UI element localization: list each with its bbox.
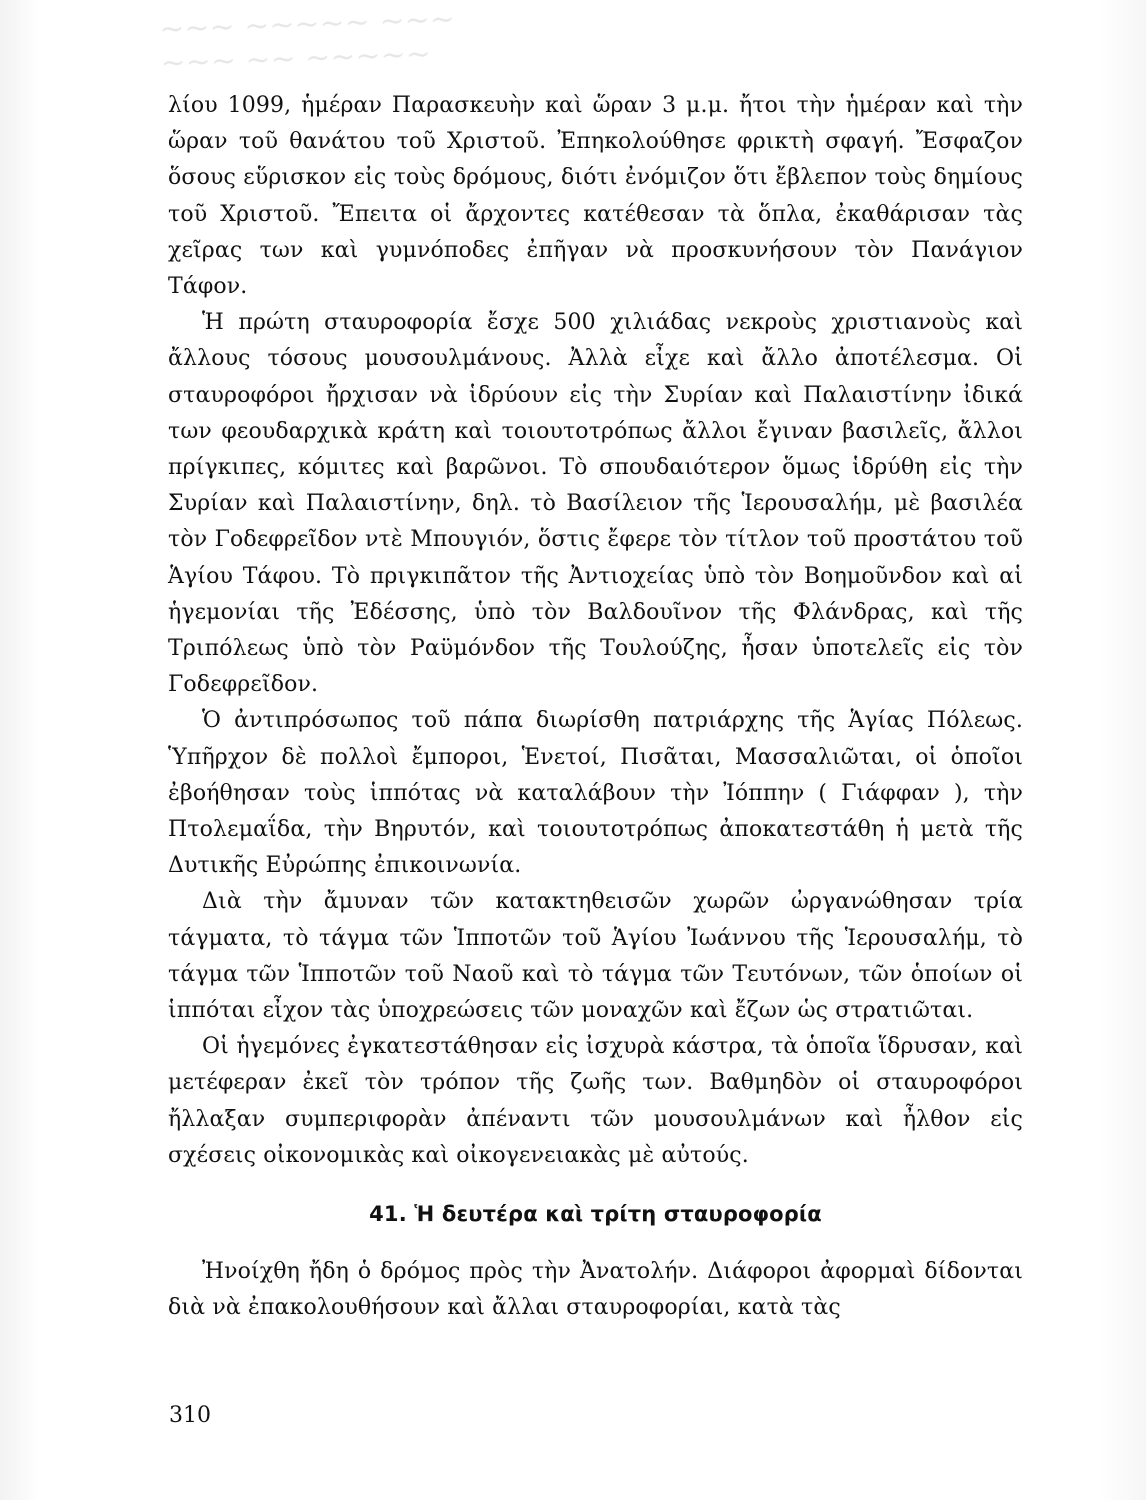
bleed-through-handwriting: ~~~ ~~~~~ ~~~ ~~~ ~~ ~~~~~ bbox=[158, 1, 456, 82]
paragraph: Ἠνοίχθη ἤδη ὁ δρόμος πρὸς τὴν Ἀνατολήν. Διάφοροι ἀφορμαὶ δίδονται διὰ νὰ ἐπακολουθήσουν καὶ ἄλλαι σταυροφορίαι, κατὰ τὰς bbox=[168, 1259, 1023, 1321]
section-heading: 41. Ἡ δευτέρα καὶ τρίτη σταυροφορία bbox=[369, 1202, 822, 1227]
page-number: 310 bbox=[169, 1403, 211, 1428]
paragraph: Ὁ ἀντιπρόσωπος τοῦ πάπα διωρίσθη πατριάρχης τῆς Ἁγίας Πόλεως. Ὑπῆρχον δὲ πολλοὶ ἔμποροι, Ἑνετοί, Πισᾶται, Μασσαλιῶται, οἱ ὁποῖοι ἐβοήθησαν τοὺς ἱππότας νὰ καταλάβουν τὴν Ἰόππην ( Γιάφφαν ), τὴν Πτολεμαΐδα, τὴν Βηρυτόν, καὶ τοιουτοτρόπως ἀποκατεστάθη ἡ μετὰ τῆς Δυτικῆς Εὐρώπης ἐπικοινωνία. bbox=[168, 708, 1023, 879]
paragraph: Ἡ πρώτη σταυροφορία ἔσχε 500 χιλιάδας νεκροὺς χριστιανοὺς καὶ ἄλλους τόσους μουσουλμάνους. Ἀλλὰ εἶχε καὶ ἄλλο ἀποτέλεσμα. Οἱ σταυροφόροι ἤρχισαν νὰ ἱδρύουν εἰς τὴν Συρίαν καὶ Παλαιστίνην ἰδικά των φεουδαρχικὰ κράτη καὶ τοιουτοτρόπως ἄλλοι ἔγιναν βασιλεῖς, ἄλλοι πρίγκιπες, κόμιτες καὶ βαρῶνοι. Τὸ σπουδαιότερον ὅμως ἱδρύθη εἰς τὴν Συρίαν καὶ Παλαιστίνην, δηλ. τὸ Βασίλειον τῆς Ἱερουσαλήμ, μὲ βασιλέα τὸν Γοδεφρεῖδον ντὲ Μπουγιόν, ὅστις ἔφερε τὸν τίτλον τοῦ προστάτου τοῦ Ἁγίου Τάφου. Τὸ πριγκιπᾶτον τῆς Ἀντιοχείας ὑπὸ τὸν Βοημοῦνδον καὶ αἱ ἡγεμονίαι τῆς Ἐδέσσης, ὑπὸ τὸν Βαλδουῖνον τῆς Φλάνδρας, καὶ τῆς Τριπόλεως ὑπὸ τὸν Ραϋμόνδον τῆς Τουλούζης, ἦσαν ὑποτελεῖς εἰς τὸν Γοδεφρεῖδον. bbox=[168, 310, 1023, 698]
paragraph: λίου 1099, ἡμέραν Παρασκευὴν καὶ ὥραν 3 μ.μ. ἤτοι τὴν ἡμέραν καὶ τὴν ὥραν τοῦ θανάτου τοῦ Χριστοῦ. Ἐπηκολούθησε φρικτὴ σφαγή. Ἔσφαζον ὅσους εὕρισκον εἰς τοὺς δρόμους, διότι ἐνόμιζον ὅτι ἔβλεπον τοὺς δημίους τοῦ Χριστοῦ. Ἔπειτα οἱ ἄρχοντες κατέθεσαν τὰ ὅπλα, ἐκαθάρισαν τὰς χεῖρας των καὶ γυμνόποδες ἐπῆγαν νὰ προσκυνήσουν τὸν Πανάγιον Τάφον. bbox=[168, 93, 1023, 300]
paragraph: Διὰ τὴν ἄμυναν τῶν κατακτηθεισῶν χωρῶν ὠργανώθησαν τρία τάγματα, τὸ τάγμα τῶν Ἱπποτῶν τοῦ Ἁγίου Ἰωάννου τῆς Ἱερουσαλήμ, τὸ τάγμα τῶν Ἱπποτῶν τοῦ Ναοῦ καὶ τὸ τάγμα τῶν Τευτόνων, τῶν ὁποίων οἱ ἱππόται εἶχον τὰς ὑποχρεώσεις τῶν μοναχῶν καὶ ἔζων ὡς στρατιῶται. bbox=[168, 889, 1023, 1024]
paragraph: Οἱ ἡγεμόνες ἐγκατεστάθησαν εἰς ἰσχυρὰ κάστρα, τὰ ὁποῖα ἵδρυσαν, καὶ μετέφεραν ἐκεῖ τὸν τρόπον τῆς ζωῆς των. Βαθμηδὸν οἱ σταυροφόροι ἤλλαξαν συμπεριφορὰν ἀπέναντι τῶν μουσουλμάνων καὶ ἦλθον εἰς σχέσεις οἰκονομικὰς καὶ οἰκογενειακὰς μὲ αὐτούς. bbox=[168, 1034, 1023, 1168]
body-text bbox=[168, 88, 1023, 1327]
